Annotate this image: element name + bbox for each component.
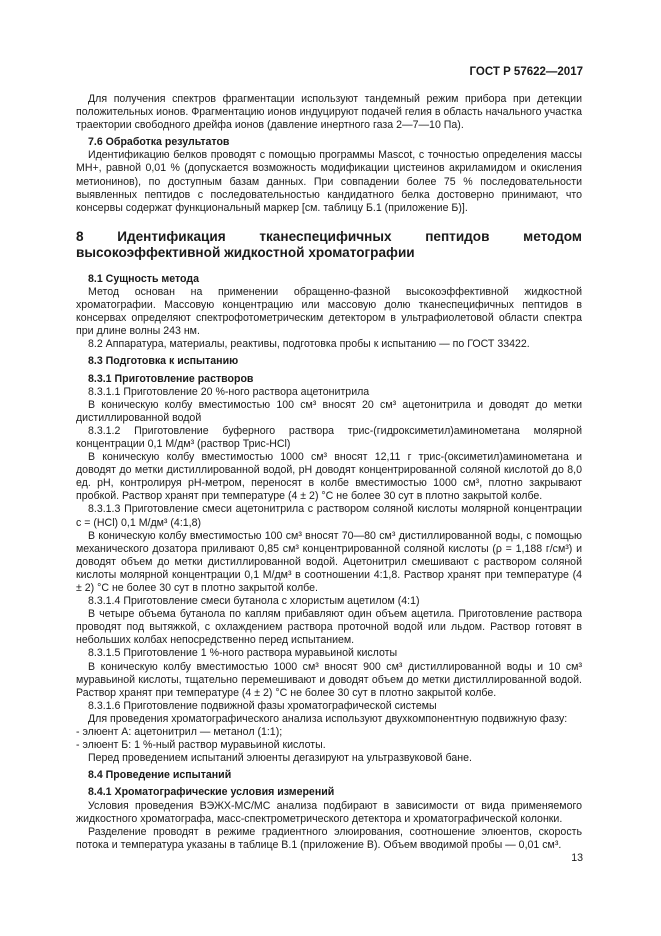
subsection-heading: 8.4.1 Хроматографические условия измерений (88, 786, 335, 799)
paragraph: Условия проведения ВЭЖХ-МС/МС анализа подбирают в зависимости от вида применяемого жидкостного хроматографа, масс-спектрометрического детектора и хроматографической колонки. (76, 799, 582, 825)
paragraph: Метод основан на применении обращенно-фазной высокоэффективной жидкостной хроматографии. Массовую концентрацию или массовую долю тканеспецифичных пептидов в консервах определяют спектрофотометрическим детектором в ультрафиолетовой области спектра при длине волны 243 нм. (76, 285, 582, 338)
paragraph: Идентификацию белков проводят с помощью программы Mascot, с точностью определения массы MH+, равной 0,01 % (допускается возможность модификации цистеинов акриламидом и окисления метионинов), по доступным базам данных. При совпадении более 75 % последовательности выявленных пептидов с последовательностью кандидатного белка достоверно принимают, что консервы содержат функциональный маркер [см. таблицу Б.1 (приложение Б)]. (76, 149, 582, 214)
paragraph: В коническую колбу вместимостью 1000 см³ вносят 12,11 г трис-(оксиметил)аминометана и доводят до метки дистиллированной водой, pH доводят концентрированной соляной кислотой до 8,0 ед. pH, контролируя pH-метром, переносят в колбе вместимостью 1000 см³, плотно закрывают пробкой. Раствор хранят при температуре (4 ± 2) °С не более 30 сут в плотно закрытой колбе. (76, 451, 582, 503)
paragraph: В коническую колбу вместимостью 100 см³ вносят 70—80 см³ дистиллированной воды, с помощью механического дозатора приливают 0,85 см³ концентрированной соляной кислоты (ρ = 1,188 г/см³) и доводят объем до метки дистиллированной водой. Ацетонитрил смешивают с раствором соляной кислоты молярной концентрации 0,1 М/дм³ в соотношении 4:1,8. Раствор хранят при температуре (4 ± 2) °С не более 30 сут в плотно закрытой колбе. (76, 529, 582, 594)
standard-header: ГОСТ Р 57622—2017 (469, 66, 583, 78)
list-item: - элюент А: ацетонитрил — метанол (1:1); (76, 726, 283, 739)
paragraph: Перед проведением испытаний элюенты дегазируют на ультразвуковой бане. (88, 752, 472, 765)
paragraph: В четыре объема бутанола по каплям прибавляют один объем ацетила. Приготовление раствора проводят под вытяжкой, с охлаждением раствора проточной водой или льдом. Раствор готовят в небольших колбах непосредственно перед испытанием. (76, 608, 582, 647)
subsection-heading: 8.3.1 Приготовление растворов (88, 372, 254, 385)
paragraph: В коническую колбу вместимостью 1000 см³ вносят 900 см³ дистиллированной воды и 10 см³ муравьиной кислоты, тщательно перемешивают и доводят объем до метки дистиллированной водой. Раствор хранят при температуре (4 ± 2) °С не более 30 сут в плотно закрытой колбе. (76, 660, 582, 699)
paragraph: 8.2 Аппаратура, материалы, реактивы, подготовка пробы к испытанию — по ГОСТ 33422. (88, 338, 530, 351)
paragraph: 8.3.1.3 Приготовление смеси ацетонитрила с раствором соляной кислоты молярной концентрации c = (HCl) 0,1 М/дм³ (4:1,8) (76, 503, 582, 529)
paragraph: Для получения спектров фрагментации используют тандемный режим прибора при детекции положительных ионов. Фрагментацию ионов индуцируют подачей гелия в область начального участка траектории свободного дрейфа ионов (давление инертного газа 2—7—10 Па). (76, 93, 583, 132)
subsection-heading: 8.1 Сущность метода (88, 272, 200, 285)
paragraph: 8.3.1.4 Приготовление смеси бутанола с хлористым ацетилом (4:1) (88, 595, 420, 608)
subsection-heading: 8.4 Проведение испытаний (88, 769, 232, 782)
subsection-heading: 8.3 Подготовка к испытанию (88, 355, 239, 368)
paragraph: 8.3.1.6 Приготовление подвижной фазы хроматографической системы (88, 699, 437, 712)
paragraph: 8.3.1.2 Приготовление буферного раствора трис-(гидроксиметил)аминометана молярной концентрации 0,1 М/дм³ (раствор Трис-HCl) (76, 424, 582, 450)
page-number: 13 (571, 852, 583, 864)
list-item: - элюент Б: 1 %-ный раствор муравьиной кислоты. (76, 739, 326, 752)
paragraph: 8.3.1.1 Приготовление 20 %-ного раствора ацетонитрила (88, 385, 370, 398)
paragraph: 8.3.1.5 Приготовление 1 %-ного раствора муравьиной кислоты (88, 647, 398, 660)
paragraph: В коническую колбу вместимостью 100 см³ вносят 20 см³ ацетонитрила и доводят до метки дистиллированной водой (76, 398, 582, 424)
paragraph: Разделение проводят в режиме градиентного элюирования, соотношение элюентов, скорость потока и температура указаны в таблице В.1 (приложение В). Объем вводимой пробы — 0,01 см³. (76, 825, 582, 851)
paragraph: Для проведения хроматографического анализа используют двухкомпонентную подвижную фазу: (88, 712, 568, 725)
document-body (76, 93, 582, 852)
section-heading: 8 Идентификация тканеспецифичных пептидов методом высокоэффективной жидкостной хроматографии (76, 228, 582, 260)
subsection-heading: 7.6 Обработка результатов (88, 136, 230, 149)
